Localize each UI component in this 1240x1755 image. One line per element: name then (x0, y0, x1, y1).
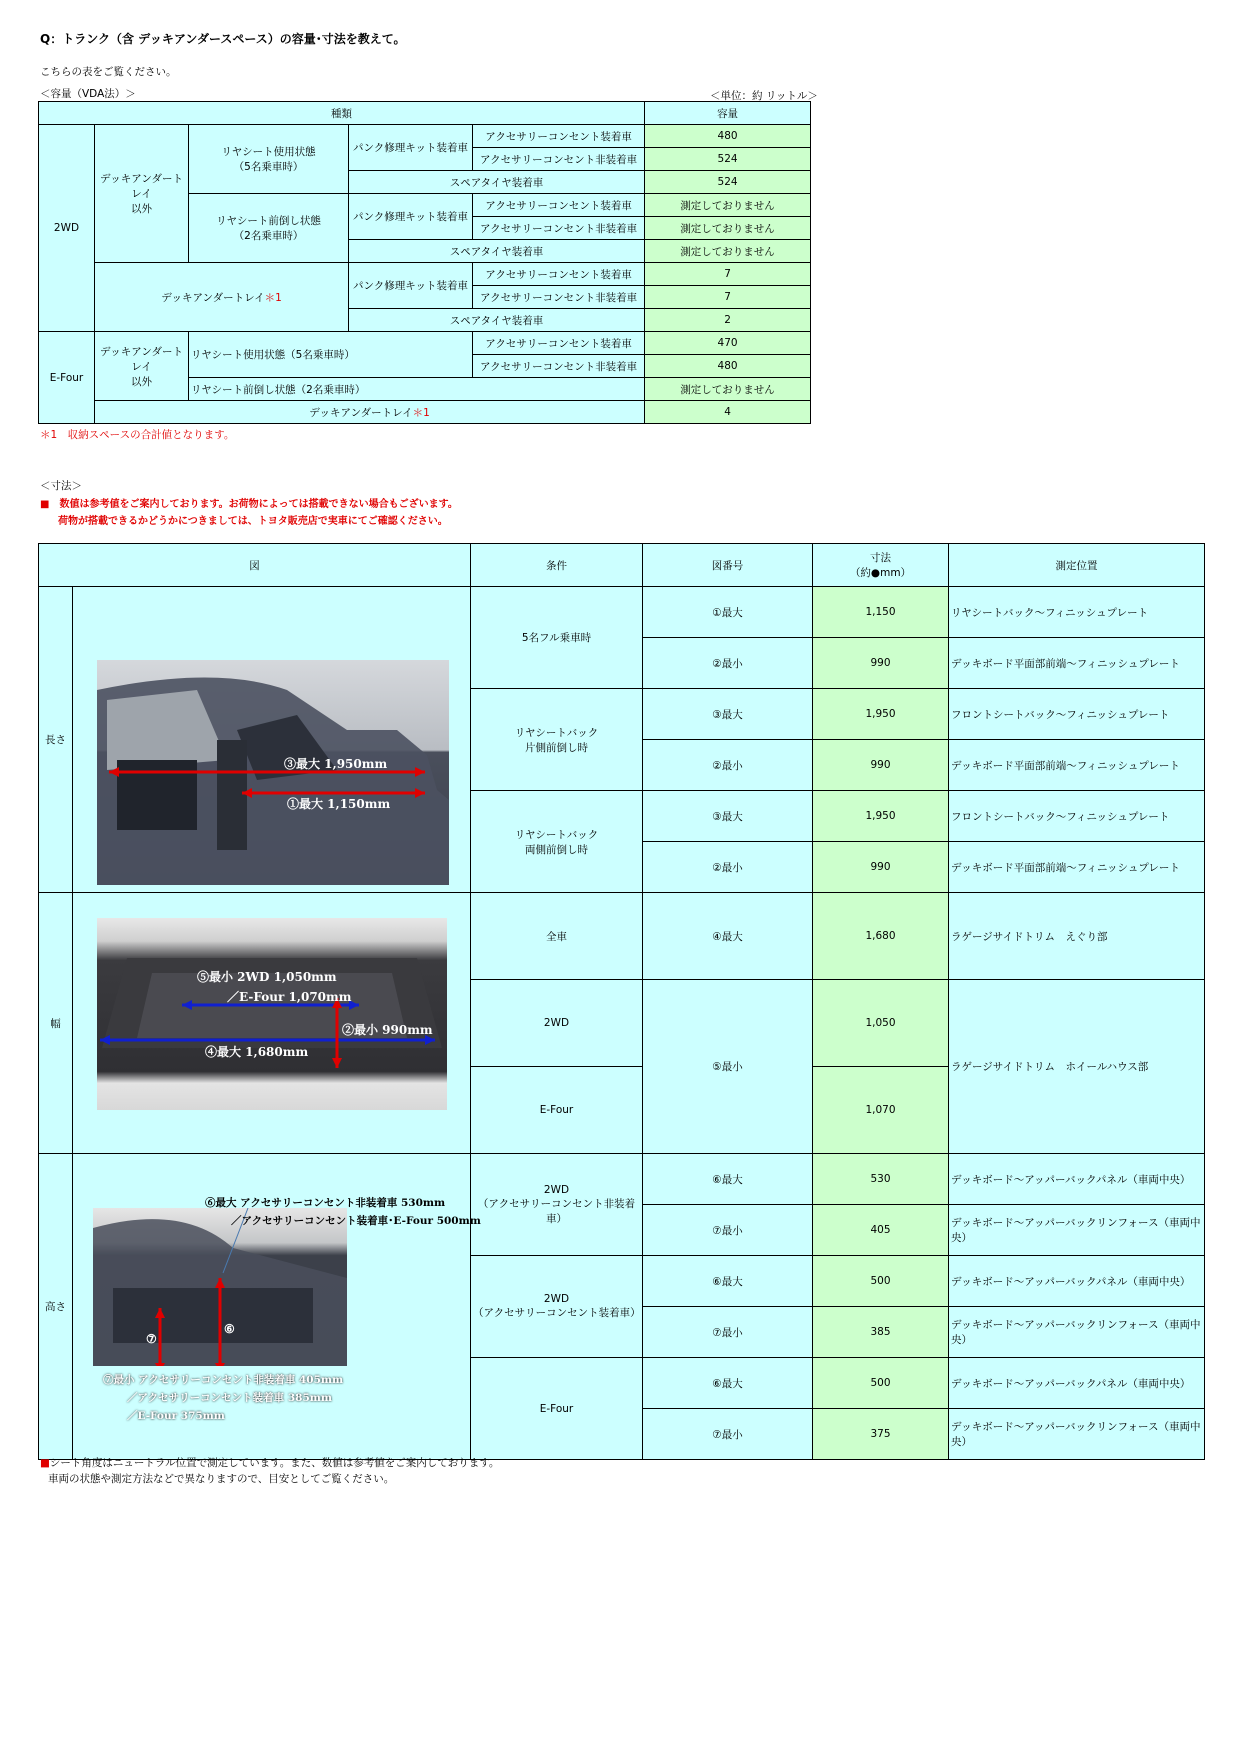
measure-pos: デッキボード～アッパーバックリンフォース（車両中央） (949, 1307, 1205, 1358)
measure-pos: フロントシートバック～フィニッシュプレート (949, 689, 1205, 740)
fig-height-label-g: ／E-Four 375mm (127, 1410, 225, 1422)
measure-pos: ラゲージサイドトリム えぐり部 (949, 893, 1205, 980)
measure-pos: フロントシートバック～フィニッシュプレート (949, 791, 1205, 842)
height-figure-photo (93, 1208, 347, 1366)
measure-pos: デッキボード～アッパーバックリンフォース（車両中央） (949, 1409, 1205, 1460)
capacity-footnote: ＊1 収納スペースの合計値となります。 (40, 429, 235, 441)
cond-full: 5名フル乗車時 (471, 587, 643, 689)
fig-height-label-a: ⑥最大 アクセサリーコンセント非装着車 530mm (205, 1197, 446, 1209)
capacity-value: 測定しておりません (645, 194, 811, 217)
dim-value: 1,150 (813, 587, 949, 638)
deck-other-cell: デッキアンダートレイ 以外 (95, 125, 189, 263)
height-figure-drawing (93, 1208, 347, 1366)
capacity-table (38, 101, 811, 424)
cond-efour: E-Four (471, 1067, 643, 1154)
fig-no: ②最小 (643, 740, 813, 791)
dim-value: 375 (813, 1409, 949, 1460)
col-type-header: 種類 (39, 102, 645, 125)
fig-length-label-b: ①最大 1,150mm (287, 797, 391, 811)
bottom-note-1: ■シート角度はニュートラル位置で測定しています。また、数値は参考値をご案内しております。 (40, 1457, 500, 1469)
fig-height-label-f: ／アクセサリーコンセント装着車 385mm (127, 1392, 332, 1404)
cond-efour-height: E-Four (471, 1358, 643, 1460)
dim-value: 990 (813, 842, 949, 893)
cond-one-side: リヤシートバック 片側前倒し時 (471, 689, 643, 791)
length-figure-photo (97, 660, 449, 885)
measure-pos: リヤシートバック～フィニッシュプレート (949, 587, 1205, 638)
cat-height: 高さ (39, 1154, 73, 1460)
dim-value: 530 (813, 1154, 949, 1205)
capacity-value: 524 (645, 171, 811, 194)
dim-value: 1,050 (813, 980, 949, 1067)
group-efour: E-Four (39, 332, 95, 424)
cond-both-sides: リヤシートバック 両側前倒し時 (471, 791, 643, 893)
ef-rear-fold-cell: リヤシート前倒し状態（2名乗車時） (189, 378, 645, 401)
fig-no: ③最大 (643, 689, 813, 740)
dim-value: 1,950 (813, 791, 949, 842)
dim-value: 500 (813, 1358, 949, 1409)
measure-pos: ラゲージサイドトリム ホイールハウス部 (949, 980, 1205, 1154)
fig-height-label-d: ⑥ (224, 1322, 235, 1336)
fig-height-label-e: ⑦最小 アクセサリーコンセント非装着車 405mm (103, 1374, 344, 1386)
fig-height-label-c: ⑦ (146, 1332, 157, 1346)
fig-no: ⑤最小 (643, 980, 813, 1154)
rear-fold-cell: リヤシート前倒し状態 （2名乗車時） (189, 194, 349, 263)
fig-width-label-b: ／E-Four 1,070mm (227, 990, 352, 1004)
note-bullet: ■ (40, 1457, 50, 1469)
dim-value: 1,950 (813, 689, 949, 740)
ef-rear-use-cell: リヤシート使用状態（5名乗車時） (189, 332, 473, 378)
deck-tray-cell: デッキアンダートレイ＊1 (95, 401, 645, 424)
fig-width-label-c: ②最小 990mm (342, 1023, 433, 1037)
fig-no: ③最大 (643, 791, 813, 842)
measure-pos: デッキボード～アッパーバックパネル（車両中央） (949, 1154, 1205, 1205)
dimensions-warning-1: ■ 数値は参考値をご案内しております。お荷物によっては搭載できない場合もございます。 (40, 499, 458, 510)
col-no-header: 図番号 (643, 544, 813, 587)
fig-no: ②最小 (643, 638, 813, 689)
capacity-heading: ＜容量（VDA法）＞ (40, 88, 136, 100)
fig-height-label-b: ／アクセサリーコンセント装着車･E-Four 500mm (231, 1215, 481, 1227)
col-cond-header: 条件 (471, 544, 643, 587)
dimensions-warning-2: 荷物が搭載できるかどうかにつきましては、トヨタ販売店で実車にてご確認ください。 (58, 516, 448, 527)
col-dim-header: 寸法 （約●mm） (813, 544, 949, 587)
bottom-note-2: 車両の状態や測定方法などで異なりますので、目安としてご覧ください。 (48, 1473, 395, 1485)
rear-use-cell: リヤシート使用状態 （5名乗車時） (189, 125, 349, 194)
width-figure-drawing (97, 918, 447, 1110)
fig-width-label-d: ④最大 1,680mm (205, 1045, 309, 1059)
deck-tray-cell: デッキアンダートレイ＊1 (95, 263, 349, 332)
measure-pos: デッキボード平面部前端～フィニッシュプレート (949, 638, 1205, 689)
capacity-value: 7 (645, 286, 811, 309)
capacity-value: 測定しておりません (645, 240, 811, 263)
capacity-unit: ＜単位：約 リットル＞ (710, 90, 818, 102)
capacity-value: 524 (645, 148, 811, 171)
puncture-cell: パンク修理キット装着車 (349, 263, 473, 309)
capacity-value: 測定しておりません (645, 378, 811, 401)
fig-no: ②最小 (643, 842, 813, 893)
capacity-value: 2 (645, 309, 811, 332)
capacity-value: 4 (645, 401, 811, 424)
col-pos-header: 測定位置 (949, 544, 1205, 587)
spare-cell: スペアタイヤ装着車 (349, 309, 645, 332)
spare-cell: スペアタイヤ装着車 (349, 171, 645, 194)
acc-off-cell: アクセサリーコンセント非装着車 (473, 217, 645, 240)
cond-all: 全車 (471, 893, 643, 980)
fig-no: ⑦最小 (643, 1409, 813, 1460)
acc-off-cell: アクセサリーコンセント非装着車 (473, 286, 645, 309)
capacity-value: 470 (645, 332, 811, 355)
dim-value: 990 (813, 740, 949, 791)
measure-pos: デッキボード平面部前端～フィニッシュプレート (949, 740, 1205, 791)
puncture-cell: パンク修理キット装着車 (349, 194, 473, 240)
spare-cell: スペアタイヤ装着車 (349, 240, 645, 263)
measure-pos: デッキボード～アッパーバックパネル（車両中央） (949, 1256, 1205, 1307)
fig-no: ⑥最大 (643, 1154, 813, 1205)
length-figure-drawing (97, 660, 449, 885)
measure-pos: デッキボード～アッパーバックパネル（車両中央） (949, 1358, 1205, 1409)
measure-pos: デッキボード平面部前端～フィニッシュプレート (949, 842, 1205, 893)
col-capacity-header: 容量 (645, 102, 811, 125)
cond-2wd-acc-on: 2WD （アクセサリーコンセント装着車） (471, 1256, 643, 1358)
cond-2wd-acc-off: 2WD （アクセサリーコンセント非装着車） (471, 1154, 643, 1256)
acc-off-cell: アクセサリーコンセント非装着車 (473, 355, 645, 378)
acc-off-cell: アクセサリーコンセント非装着車 (473, 148, 645, 171)
col-fig-header: 図 (39, 544, 471, 587)
dimensions-heading: ＜寸法＞ (40, 480, 82, 492)
dim-value: 1,680 (813, 893, 949, 980)
dim-value: 990 (813, 638, 949, 689)
fig-width-label-a: ⑤最小 2WD 1,050mm (197, 970, 337, 984)
capacity-value: 測定しておりません (645, 217, 811, 240)
dim-value: 500 (813, 1256, 949, 1307)
dim-value: 1,070 (813, 1067, 949, 1154)
dim-value: 385 (813, 1307, 949, 1358)
fig-no: ⑥最大 (643, 1256, 813, 1307)
cat-length: 長さ (39, 587, 73, 893)
group-2wd: 2WD (39, 125, 95, 332)
fig-length-label-a: ③最大 1,950mm (284, 757, 388, 771)
cat-width: 幅 (39, 893, 73, 1154)
fig-no: ⑦最小 (643, 1205, 813, 1256)
fig-no: ⑥最大 (643, 1358, 813, 1409)
acc-on-cell: アクセサリーコンセント装着車 (473, 125, 645, 148)
capacity-value: 480 (645, 355, 811, 378)
dim-value: 405 (813, 1205, 949, 1256)
capacity-value: 7 (645, 263, 811, 286)
capacity-value: 480 (645, 125, 811, 148)
fig-no: ①最大 (643, 587, 813, 638)
deck-other-cell: デッキアンダートレイ 以外 (95, 332, 189, 401)
width-figure-photo (97, 918, 447, 1110)
acc-on-cell: アクセサリーコンセント装着車 (473, 332, 645, 355)
fig-no: ④最大 (643, 893, 813, 980)
acc-on-cell: アクセサリーコンセント装着車 (473, 194, 645, 217)
intro-text: こちらの表をご覧ください。 (40, 66, 177, 78)
page-title: Q：トランク（含 デッキアンダースペース）の容量･寸法を教えて。 (40, 32, 406, 46)
cond-2wd: 2WD (471, 980, 643, 1067)
acc-on-cell: アクセサリーコンセント装着車 (473, 263, 645, 286)
fig-no: ⑦最小 (643, 1307, 813, 1358)
measure-pos: デッキボード～アッパーバックリンフォース（車両中央） (949, 1205, 1205, 1256)
puncture-cell: パンク修理キット装着車 (349, 125, 473, 171)
